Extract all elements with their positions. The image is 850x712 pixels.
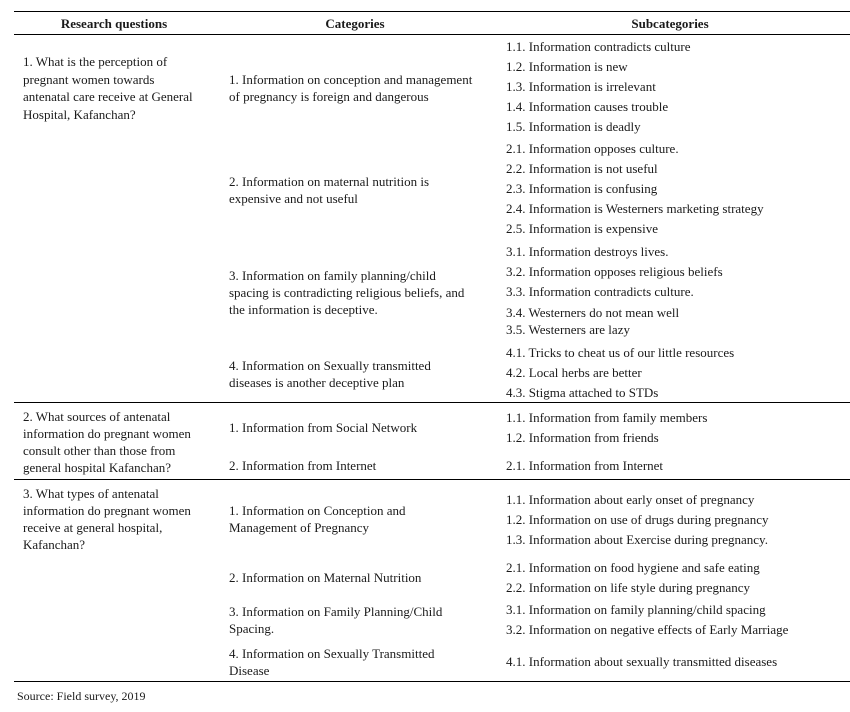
- category-line: 2. Information from Internet: [229, 458, 377, 473]
- category-line: expensive and not useful: [229, 191, 358, 206]
- question-line: general hospital Kafanchan?: [23, 460, 171, 475]
- question-line: antenatal care receive at General: [23, 89, 193, 104]
- subcategory-item: 2.2. Information on life style during pregnancy: [506, 580, 751, 595]
- subcategory-item: 2.1. Information from Internet: [506, 458, 664, 473]
- category-line: the information is deceptive.: [229, 302, 378, 317]
- category-line: 2. Information on maternal nutrition is: [229, 174, 430, 189]
- subcategory-item: 4.1. Tricks to cheat us of our little resources: [506, 345, 735, 360]
- subcategory-item: 1.1. Information contradicts culture: [506, 39, 691, 54]
- subcategory-item: 4.3. Stigma attached to STDs: [506, 385, 659, 400]
- category-line: Spacing.: [229, 621, 275, 636]
- category-line: 3. Information on family planning/child: [229, 268, 436, 283]
- category-line: 1. Information from Social Network: [229, 420, 418, 435]
- table-bottom-rule: [14, 681, 850, 682]
- subcategory-item: 2.3. Information is confusing: [506, 181, 658, 196]
- subcategory-item: 3.2. Information on negative effects of Early Marriage: [506, 622, 789, 637]
- category-line: 1. Information on conception and management: [229, 72, 473, 87]
- question-line: pregnant women towards: [23, 72, 155, 87]
- question-line: Hospital, Kafanchan?: [23, 107, 136, 122]
- category-line: 1. Information on Conception and: [229, 503, 406, 518]
- subcategory-item: 1.5. Information is deadly: [506, 119, 641, 134]
- category-line: Management of Pregnancy: [229, 520, 370, 535]
- subcategory-item: 2.2. Information is not useful: [506, 161, 658, 176]
- category-line: diseases is another deceptive plan: [229, 375, 405, 390]
- subcategory-item: 4.2. Local herbs are better: [506, 365, 642, 380]
- subcategory-item: 1.1. Information about early onset of pregnancy: [506, 492, 755, 507]
- subcategory-item: 3.3. Information contradicts culture.: [506, 284, 694, 299]
- subcategory-item: 1.1. Information from family members: [506, 410, 708, 425]
- header-research-questions: Research questions: [60, 16, 168, 31]
- question-line: 2. What sources of antenatal: [23, 409, 171, 424]
- header-subcategories: Subcategories: [631, 16, 709, 31]
- subcategory-item: 2.1. Information opposes culture.: [506, 141, 679, 156]
- category-line: Disease: [229, 663, 270, 678]
- subcategory-item: 1.2. Information is new: [506, 59, 628, 74]
- category-line: 4. Information on Sexually transmitted: [229, 358, 431, 373]
- subcategory-item: 1.3. Information about Exercise during pregnancy.: [506, 532, 768, 547]
- subcategory-item: 2.4. Information is Westerners marketing strategy: [506, 201, 764, 216]
- table-top-rule: [14, 11, 850, 12]
- group-divider-rule: [14, 479, 850, 480]
- category-line: spacing is contradicting religious beliefs, and: [229, 285, 465, 300]
- category-line: 2. Information on Maternal Nutrition: [229, 570, 422, 585]
- subcategory-item: 3.1. Information destroys lives.: [506, 244, 669, 259]
- subcategory-item: 3.4. Westerners do not mean well: [506, 305, 680, 320]
- subcategory-item: 3.2. Information opposes religious beliefs: [506, 264, 723, 279]
- category-line: of pregnancy is foreign and dangerous: [229, 89, 429, 104]
- subcategory-item: 3.5. Westerners are lazy: [506, 322, 630, 337]
- question-line: information do pregnant women: [23, 426, 191, 441]
- source-note: Source: Field survey, 2019: [17, 689, 146, 703]
- header-bottom-rule: [14, 34, 850, 35]
- header-categories: Categories: [325, 16, 385, 31]
- question-line: information do pregnant women: [23, 503, 191, 518]
- question-line: 3. What types of antenatal: [23, 486, 159, 501]
- subcategory-item: 3.1. Information on family planning/child spacing: [506, 602, 766, 617]
- group-divider-rule: [14, 402, 850, 403]
- category-line: 3. Information on Family Planning/Child: [229, 604, 443, 619]
- subcategory-item: 1.4. Information causes trouble: [506, 99, 669, 114]
- subcategory-item: 2.1. Information on food hygiene and safe eating: [506, 560, 760, 575]
- question-line: receive at general hospital,: [23, 520, 163, 535]
- question-line: Kafanchan?: [23, 537, 86, 552]
- subcategory-item: 1.2. Information from friends: [506, 430, 659, 445]
- subcategory-item: 1.2. Information on use of drugs during pregnancy: [506, 512, 769, 527]
- subcategory-item: 4.1. Information about sexually transmitted diseases: [506, 654, 778, 669]
- question-line: 1. What is the perception of: [23, 54, 168, 69]
- question-line: consult other than those from: [23, 443, 176, 458]
- subcategory-item: 1.3. Information is irrelevant: [506, 79, 656, 94]
- subcategory-item: 2.5. Information is expensive: [506, 221, 658, 236]
- category-line: 4. Information on Sexually Transmitted: [229, 646, 435, 661]
